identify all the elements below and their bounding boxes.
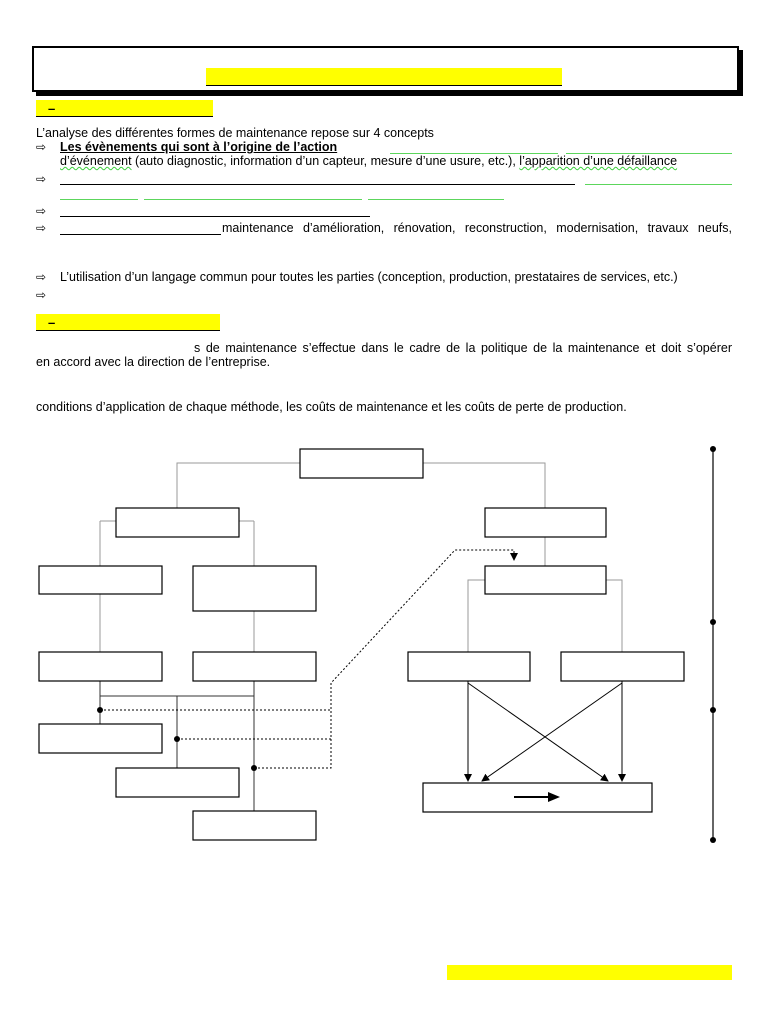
box-sub-1 <box>39 724 162 753</box>
box-sub-2 <box>116 768 239 797</box>
section-2-paragraph-1a: s de maintenance s’effectue dans le cadre de la politique de la maintenance et doit s’opérer <box>194 341 732 355</box>
bullet-4-text: maintenance d’amélioration, rénovation, reconstruction, modernisation, travaux neufs, <box>222 221 732 235</box>
diagram-boxes <box>39 449 684 840</box>
box-left-b <box>193 566 316 611</box>
bullet-5-text: L’utilisation d’un langage commun pour toutes les parties (conception, production, prestataires de services, etc.) <box>60 270 678 284</box>
box-right-level-2 <box>485 566 606 594</box>
section-2-label: – <box>48 315 56 330</box>
box-right-b <box>561 652 684 681</box>
footer-highlight <box>447 965 732 980</box>
box-left-level-1 <box>116 508 239 537</box>
diagram-cross-arrows <box>468 681 622 781</box>
section-2-paragraph-2: conditions d’application de chaque méthode, les coûts de maintenance et les coûts de perte de production. <box>36 400 627 414</box>
bullet-1-text-b: (auto diagnostic, information d’un capteur, mesure d’une usure, etc.), <box>131 154 520 168</box>
box-sub-3 <box>193 811 316 840</box>
box-right-level-1 <box>485 508 606 537</box>
box-left-b-2 <box>193 652 316 681</box>
arrow-bullet-icon: ⇨ <box>36 204 47 218</box>
arrow-bullet-icon: ⇨ <box>36 172 47 186</box>
box-left-a <box>39 566 162 594</box>
bullet-1-title: Les évènements qui sont à l’origine de l’action <box>60 140 338 154</box>
bullet-1-text-c: l’apparition d’une défaillance <box>519 154 678 168</box>
vertical-scale <box>710 446 716 843</box>
box-left-a-2 <box>39 652 162 681</box>
section-1-label: – <box>48 101 56 116</box>
section-2-paragraph-1b: en accord avec la direction de l’entreprise. <box>36 355 271 369</box>
arrow-bullet-icon: ⇨ <box>36 221 47 235</box>
arrow-bullet-icon: ⇨ <box>36 270 47 284</box>
bullet-1-text-a: d’événement <box>60 154 132 168</box>
arrow-bullet-icon: ⇨ <box>36 140 47 154</box>
arrow-bullet-icon: ⇨ <box>36 288 47 302</box>
intro-line: L’analyse des différentes formes de maintenance repose sur 4 concepts <box>36 126 434 140</box>
box-right-a <box>408 652 530 681</box>
box-root <box>300 449 423 478</box>
diagram-connectors <box>100 463 622 652</box>
